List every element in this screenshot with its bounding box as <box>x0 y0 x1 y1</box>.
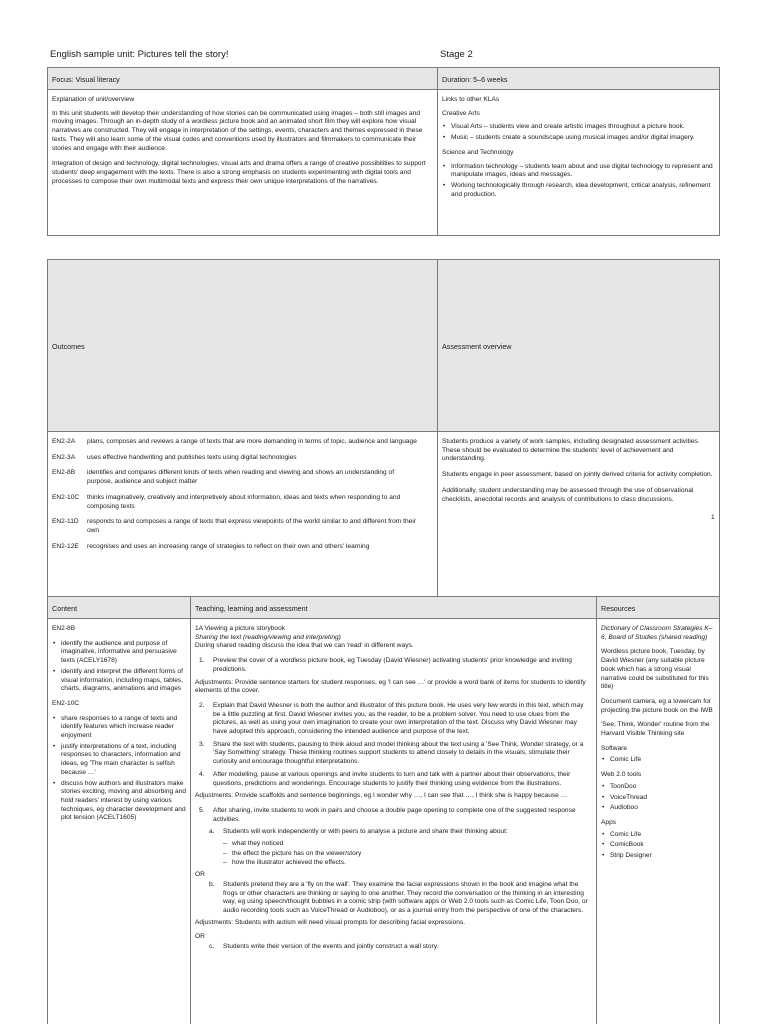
teaching-cell <box>191 619 597 1024</box>
web-tools-heading: Web 2.0 tools <box>601 771 642 779</box>
creative-arts-list <box>442 123 715 142</box>
list-item: • identify and interpret the different forms of visual information, including maps, tables, charts, diagrams, animations and images <box>52 668 186 694</box>
step-number: 5. <box>199 806 205 814</box>
list-item: • Audioboo <box>601 804 715 813</box>
outcome-code: EN2-11D <box>52 518 79 526</box>
substep-letter: a. <box>209 828 215 836</box>
list-item: • justify interpretations of a text, including responses to characters, information and ideas, eg 'The main character is selfish because …' <box>52 743 186 778</box>
list-item: • Information technology – students learn about and use digital technology to represent and manipulate images, ideas and messages. <box>442 163 715 180</box>
substep-letter: b. <box>209 880 215 888</box>
step-row <box>195 807 592 824</box>
or-label: OR <box>195 933 205 941</box>
stage-label: Stage 2 <box>440 49 473 60</box>
duration-header: Duration: 5–6 weeks <box>438 68 720 90</box>
list-item: – how the illustrator achieved the effects. <box>223 859 592 868</box>
content-table <box>47 596 720 1024</box>
creative-arts-heading: Creative Arts <box>442 109 480 117</box>
adjustment-note: Adjustments: Students with autism will need visual prompts for describing facial expressions. <box>195 918 466 926</box>
substep-text: Students pretend they are a 'fly on the wall'. They examine the facial expressions shown in the book and imagine what the frogs or other characters are thinking or saying to one another. They record the conversation or the thinking in an interesting way, eg using speech/thought bubbles in a comic strip (with software apps or Web 2.0 tools such as Comic Life, Toon Doo, or audio recording tools such as VoiceThread or Audioboo), or as a journal entry from the perspective of one of the characters. <box>223 880 588 914</box>
content-cell <box>48 619 191 1024</box>
content-header: Content <box>48 597 191 619</box>
overview-table <box>47 67 720 236</box>
step-text: Explain that David Wiesner is both the author and illustrator of this picture book. He uses very few words in this text, which may be a little puzzling at first. David Wiesner invites you, as the reader, to be a problem solver. You need to use clues from the pictures, as well as using your own imagination to create your own interpretation of the text. Discuss why David Wiesner may have adopted this approach, considering the intended audience and purpose of the text. <box>213 701 584 736</box>
explanation-heading: Explanation of unit/overview <box>52 96 135 103</box>
assessment-cell <box>438 432 720 604</box>
list-item: • identify the audience and purpose of imaginative, informative and persuasive texts (ACELY1678) <box>52 640 186 666</box>
list-item: – what they noticed <box>223 840 592 849</box>
focus-header: Focus: Visual literacy <box>48 68 438 90</box>
list-item: • ComicBook <box>601 841 715 850</box>
outcome-text: uses effective handwriting and publishes texts using digital technologies <box>87 453 297 461</box>
step-text: After sharing, invite students to work in pairs and choose a double page opening to complete one of the suggested response activities. <box>213 806 576 823</box>
outcome-text: responds to and composes a range of texts that express viewpoints of the world similar to and different from their own <box>87 518 417 534</box>
science-list <box>442 163 715 200</box>
outcome-text: identifies and compares different kinds of texts when reading and viewing and shows an understanding of purpose, audience and subject matter <box>87 469 395 486</box>
assessment-paragraph: Additionally, student understanding may be assessed through the use of observational checklists, anecdotal records and analysis of contributions to class discussions. <box>442 486 694 503</box>
adjustment-note: Adjustments: Provide sentence starters for student responses, eg 'I can see …' or provide a word bank of items for students to identify elements of the cover. <box>195 678 586 695</box>
step-number: 1. <box>199 657 205 665</box>
apps-list <box>601 831 715 861</box>
links-heading: Links to other KLAs <box>442 96 500 103</box>
adjustment-note: Adjustments: Provide scaffolds and sentence beginnings, eg I wonder why …, I can see that …, I think she is happy because … <box>195 792 568 800</box>
teaching-header: Teaching, learning and assessment <box>191 597 597 619</box>
content-code: EN2-8B <box>52 625 76 632</box>
explanation-paragraph-1: In this unit students will develop their understanding of how stories can be communicated using images – both still images and moving images. Through an in-depth study of a wordless picture book and an animated short film they will explore how visual narratives are constructed. They will engage in interpretation of the settings, events, characters and themes expressed in these texts. They will also learn some of the visual codes and conventions used by illustrators and filmmakers to communicate their stories and engage with their audience. <box>52 109 423 152</box>
list-item: • VoiceThread <box>601 794 715 803</box>
substep-text: Students will work independently or with peers to analyse a picture and share their thinking about: <box>223 828 508 836</box>
resources-header: Resources <box>597 597 720 619</box>
outcomes-header: Outcomes <box>48 260 438 432</box>
list-item: • Visual Arts – students view and create artistic images throughout a picture book. <box>442 123 715 132</box>
outcomes-cell <box>48 432 438 604</box>
links-cell <box>438 90 720 236</box>
or-label: OR <box>195 871 205 879</box>
outcome-code: EN2-3A <box>52 453 76 461</box>
content-list <box>52 640 186 694</box>
outcomes-table <box>47 259 720 604</box>
list-item: • Comic Life <box>601 756 715 765</box>
outcome-code: EN2-10C <box>52 493 80 501</box>
list-item: – the effect the picture has on the viewer/story <box>223 850 592 859</box>
step-text: Preview the cover of a wordless picture book, eg Tuesday (David Wiesner) activating students' prior knowledge and inviting predictions. <box>213 657 572 673</box>
outcome-row <box>52 494 433 511</box>
outcome-code: EN2-12E <box>52 542 79 550</box>
resources-cell <box>597 619 720 1024</box>
substep-list <box>195 840 592 868</box>
list-item: • Music – students create a soundscape using musical images and/or digital imagery. <box>442 134 715 143</box>
list-item: • Comic Life <box>601 831 715 840</box>
step-text: After modelling, pause at various openings and invite students to turn and talk with a partner about their observations, their questions, predictions and wonderings. Encourage students to justify their thinking using evidence from the illustrations. <box>213 770 571 787</box>
web-tools-list <box>601 783 715 813</box>
outcome-row <box>52 454 433 463</box>
outcome-row <box>52 438 433 447</box>
resource-reference: Document camera, eg a lowercam for projecting the picture book on the IWB <box>601 697 713 714</box>
resource-reference: 'See, Think, Wonder' routine from the Harvard Visible Thinking site <box>601 721 710 738</box>
content-code: EN2-10C <box>52 699 80 707</box>
assessment-paragraph: Students produce a variety of work samples, including designated assessment activities. These should be evaluated to determine the students' level of achievement and understanding. <box>442 438 700 463</box>
substep-letter: c. <box>209 943 215 951</box>
step-row <box>195 657 592 674</box>
lesson-intro: During shared reading discuss the idea that we can 'read' in different ways. <box>195 642 414 650</box>
outcome-row <box>52 469 433 486</box>
step-number: 3. <box>199 740 205 748</box>
content-list <box>52 715 186 823</box>
step-number: 4. <box>199 770 205 778</box>
outcome-text: recognises and uses an increasing range of strategies to reflect on their own and others' learning <box>87 542 370 550</box>
science-heading: Science and Technology <box>442 148 514 156</box>
list-item: • share responses to a range of texts and identify features which increase reader enjoyment <box>52 715 186 741</box>
substep-row <box>195 881 592 916</box>
software-heading: Software <box>601 744 628 752</box>
list-item: • ToonDoo <box>601 783 715 792</box>
step-row <box>195 702 592 737</box>
resource-reference: Dictionary of Classroom Strategies K–6, Board of Studies (shared reading) <box>601 625 713 641</box>
software-list <box>601 756 715 765</box>
assessment-header: Assessment overview <box>438 260 720 432</box>
outcome-row <box>52 518 433 535</box>
explanation-cell <box>48 90 438 236</box>
list-item: • Working technologically through research, idea development, critical analysis, refinement and production. <box>442 182 715 199</box>
substep-row <box>195 943 592 952</box>
step-row <box>195 741 592 767</box>
outcome-code: EN2-2A <box>52 438 76 445</box>
outcome-text: thinks imaginatively, creatively and interpretively about information, ideas and texts when responding to and composing texts <box>87 493 401 510</box>
apps-heading: Apps <box>601 818 617 826</box>
assessment-paragraph: Students engage in peer assessment, based on jointly derived criteria for activity completion. <box>442 471 713 479</box>
outcome-code: EN2-8B <box>52 469 76 477</box>
step-text: Share the text with students, pausing to think aloud and model thinking about the text using a 'See Think, Wonder strategy, or a 'Say Something' strategy. These thinking routines support students to attend closely to details in the visuals, stimulate their curiosity and encourage thoughtful interpretations. <box>213 740 584 766</box>
substep-text: Students write their version of the events and jointly construct a wall story. <box>223 943 439 951</box>
lesson-title: 1A Viewing a picture storybook <box>195 625 286 632</box>
outcome-row <box>52 543 433 552</box>
list-item: • Strip Designer <box>601 852 715 861</box>
lesson-subtitle: Sharing the text (reading/viewing and interpreting) <box>195 633 341 641</box>
page-number: 1 <box>711 514 715 521</box>
list-item: • discuss how authors and illustrators make stories exciting, moving and absorbing and hold readers' interest by using various techniques, eg character development and plot tension (ACELT1605) <box>52 780 186 824</box>
substep-row <box>195 828 592 837</box>
outcome-text: plans, composes and reviews a range of texts that are more demanding in terms of topic, audience and language <box>87 438 417 445</box>
explanation-paragraph-2: Integration of design and technology, digital technologies, visual arts and drama offers a range of creative possibilities to support students' deep engagement with the texts. There is also a strong emphasis on students experimenting with digital tools and processes to compose their own multimodal texts and express their own unique interpretations of the narratives. <box>52 160 426 185</box>
resource-reference: Wordless picture book, Tuesday, by David Wiesner (any suitable picture book which has a strong visual narrative could be substituted for this title) <box>601 648 709 691</box>
unit-title: English sample unit: Pictures tell the story! <box>50 49 229 60</box>
step-number: 2. <box>199 701 205 709</box>
step-row <box>195 771 592 788</box>
